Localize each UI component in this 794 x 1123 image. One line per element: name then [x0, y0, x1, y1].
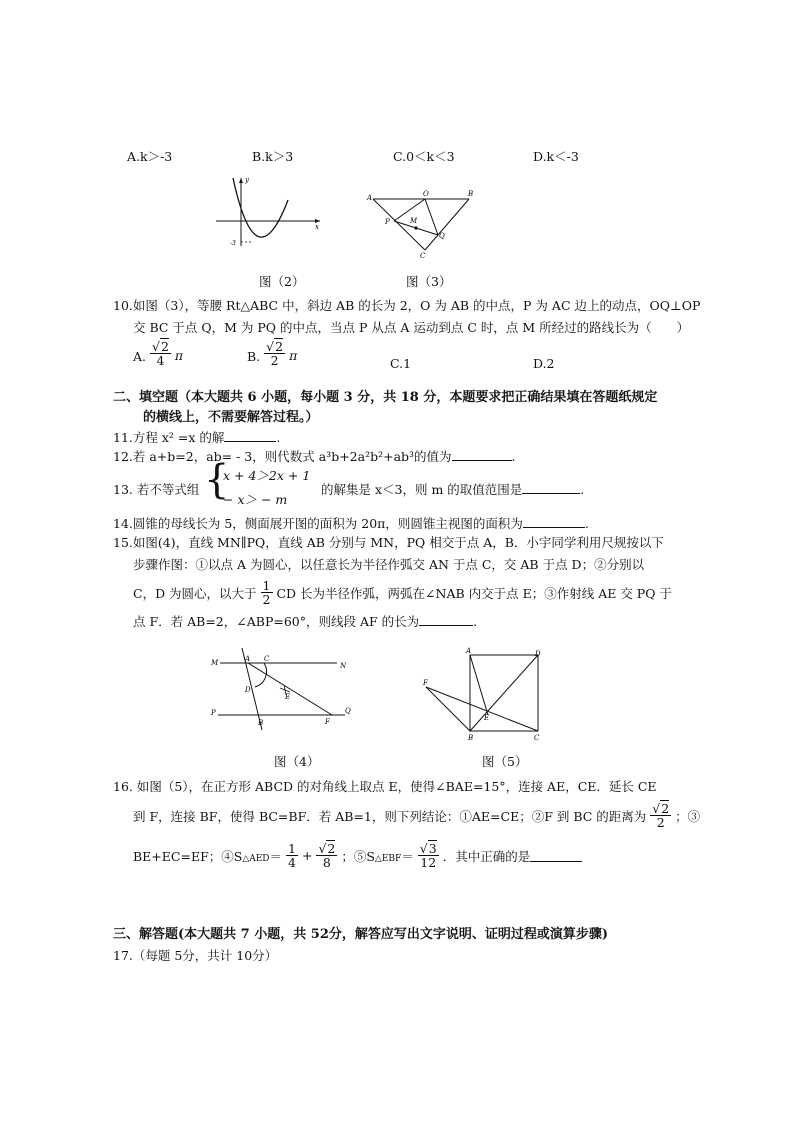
svg-text:B: B — [258, 719, 264, 727]
svg-text:E: E — [484, 714, 490, 722]
q15-line-4: 点 F．若 AB=2，∠ABP=60°，则线段 AF 的长为 . — [133, 614, 478, 629]
svg-text:C: C — [264, 655, 270, 663]
q9-option-c: C.0＜k＜3 — [393, 149, 455, 164]
q9-option-a: A.k＞-3 — [127, 149, 173, 164]
q9-option-b: B.k＞3 — [252, 149, 294, 164]
section-2-title-line-1: 二、填空题（本大题共 6 小题，每小题 3 分，共 18 分，本题要求把正确结果填在答题纸规定 — [113, 390, 658, 405]
svg-text:E: E — [285, 693, 291, 701]
q15-line-2: 步骤作图：①以点 A 为圆心，以任意长为半径作弧交 AN 于点 C，交 AB 于点 D；②分别以 — [133, 557, 645, 572]
fig2-y-label: y — [245, 176, 249, 184]
q14: 14.圆锥的母线长为 5，侧面展开图的面积为 20π，则圆锥主视图的面积为 . — [113, 516, 589, 531]
q16-line-1: 16. 如图（5），在正方形 ABCD 的对角线上取点 E，使得∠BAE=15°，连接 AE，CE．延长 CE — [113, 779, 657, 794]
svg-text:N: N — [340, 662, 347, 670]
figure-3-caption: 图（3） — [406, 274, 452, 289]
svg-text:F: F — [325, 718, 330, 726]
q13-suffix: 的解集是 x＜3，则 m 的取值范围是 . — [321, 482, 585, 497]
q10-line-1: 10.如图（3），等腰 Rt△ABC 中，斜边 AB 的长为 2，O 为 AB 的中点，P 为 AC 边上的动点，OQ⊥OP — [113, 298, 701, 313]
fig2-neg-label: -3 — [230, 240, 236, 247]
q9-option-d: D.k＜-3 — [533, 149, 579, 164]
svg-text:P: P — [211, 709, 216, 717]
svg-text:A: A — [466, 647, 472, 655]
svg-text:B: B — [468, 734, 474, 741]
svg-text:C: C — [534, 734, 540, 741]
q10-option-c: C.1 — [390, 356, 412, 371]
svg-text:M: M — [211, 659, 219, 667]
q13-brace: { — [204, 457, 230, 503]
svg-text:A: A — [367, 194, 373, 202]
figure-5-square — [418, 645, 546, 741]
figure-5-caption: 图（5） — [482, 754, 528, 769]
figure-2-caption: 图（2） — [259, 274, 305, 289]
svg-text:M: M — [410, 217, 418, 225]
svg-text:B: B — [468, 190, 474, 198]
figure-4-parallel-lines — [205, 648, 360, 730]
section-2-title-line-2: 的横线上，不需要解答过程。） — [143, 410, 319, 425]
q11: 11.方程 x² =x 的解 . — [113, 430, 281, 445]
q15-line-1: 15.如图(4)，直线 MN∥PQ，直线 AB 分别与 MN，PQ 相交于点 A，B．小宇同学利用尺规按以下 — [113, 535, 664, 550]
svg-text:C: C — [420, 252, 426, 260]
figure-3-triangle — [362, 188, 480, 260]
fig2-x-label: x — [315, 223, 319, 231]
q13-row-1: x + 4＞2x + 1 — [223, 468, 311, 483]
q15-line-3: C，D 为圆心，以大于 $\frac{1}{2}$ CD 长为半径作弧，两弧在∠NAB 内交于点 E；③作射线 AE 交 PQ 于 — [133, 578, 672, 608]
svg-text:Q: Q — [439, 232, 445, 240]
q16-line-3: BE+EC=EF；④S△AED＝ $\frac{1}{4}$ + $\frac{√2}{8}$ ；⑤S△EBF＝ $\frac{√3}{12}$ ．其中正确的是 — [133, 842, 582, 869]
q10-option-a: A. $\frac{√2}{4}$ π — [133, 339, 184, 369]
q12: 12.若 a+b=2，ab= - 3，则代数式 a³b+2a²b²+ab³的值为 . — [113, 449, 516, 464]
q17-header: 17.（每题 5分，共计 10分） — [113, 948, 278, 963]
svg-text:D: D — [245, 686, 251, 694]
svg-text:F: F — [423, 679, 428, 687]
q13-prefix: 13. 若不等式组 — [113, 482, 200, 497]
svg-text:D: D — [535, 650, 541, 658]
q10-option-d: D.2 — [533, 356, 555, 371]
figure-4-caption: 图（4） — [274, 754, 320, 769]
q10-option-b: B. $\frac{√2}{2}$ π — [247, 339, 298, 369]
q10-line-2: 交 BC 于点 Q，M 为 PQ 的中点，当点 P 从点 A 运动到点 C 时，点 M 所经过的路线长为（ ） — [133, 320, 690, 335]
q13-row-2: − x＞ − m — [223, 492, 288, 507]
svg-text:Q: Q — [345, 707, 351, 715]
section-3-title: 三、解答题(本大题共 7 小题，共 52分，解答应写出文字说明、证明过程或演算步骤) — [113, 927, 609, 942]
fig2-y-arrow — [239, 178, 243, 183]
svg-text:P: P — [385, 218, 390, 226]
q16-line-2: 到 F，连接 BF，使得 BC=BF．若 AB=1，则下列结论：①AE=CE；②F 到 BC 的距离为 $\frac{√2}{2}$ ；③ — [133, 801, 701, 831]
svg-text:A: A — [245, 655, 251, 663]
svg-text:O: O — [423, 190, 429, 198]
figure-2-graph — [208, 172, 328, 252]
